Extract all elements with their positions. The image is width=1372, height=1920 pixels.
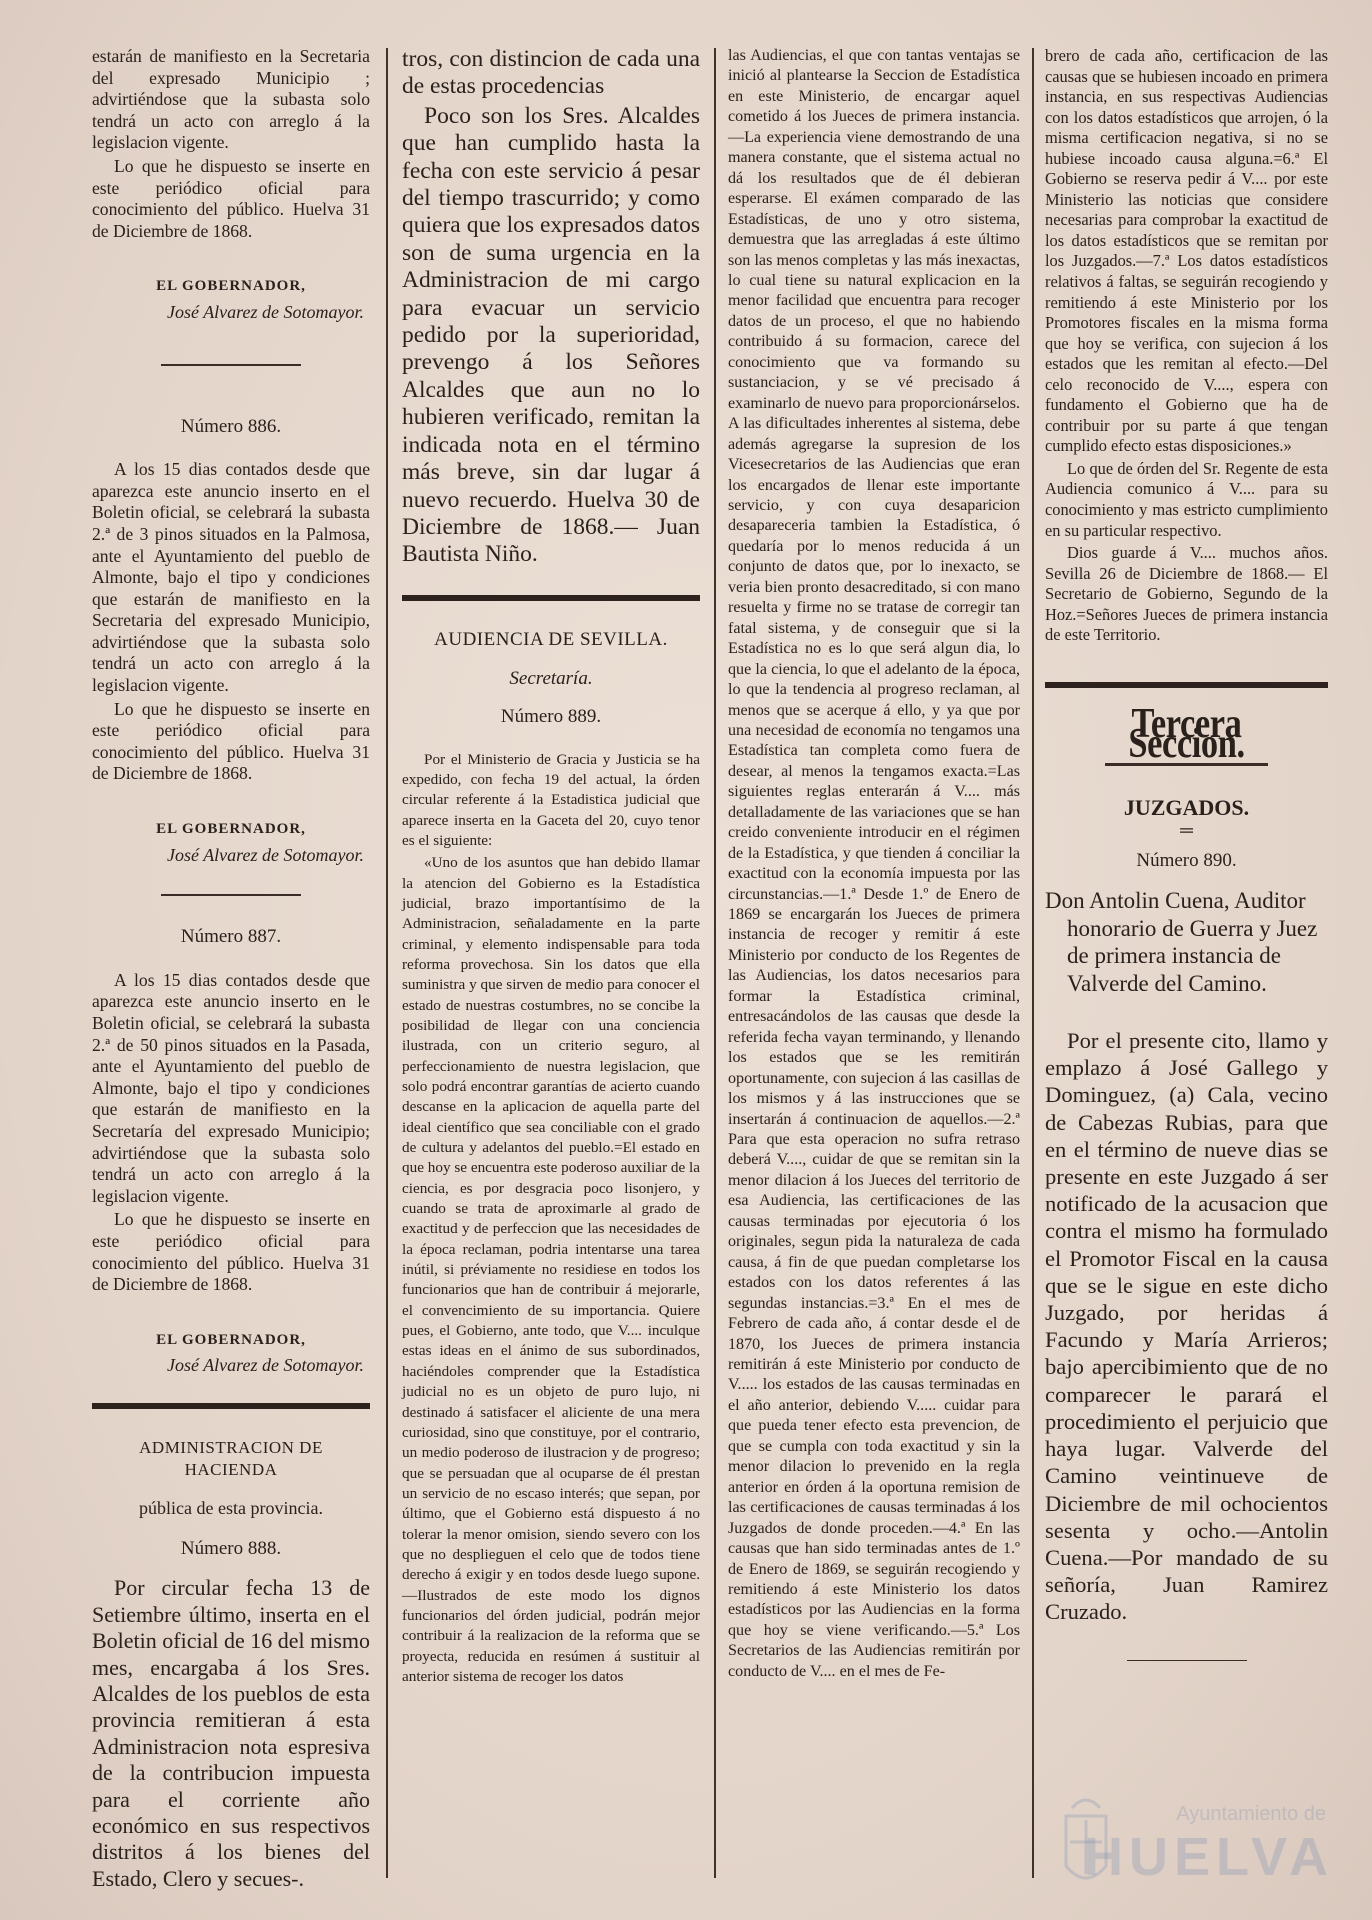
paragraph: Lo que he dispuesto se inserte en este periódico oficial para conocimiento del público. Huelva 31 de Diciembre de 1868. (92, 155, 370, 241)
paragraph: Don Antolin Cuena, Auditor honorario de Guerra y Juez de primera instancia de Valverde del Camino. (1045, 888, 1318, 996)
section-heading: AUDIENCIA DE SEVILLA. (434, 628, 668, 650)
column-divider (714, 48, 716, 1878)
signature-title: EL GOBERNADOR, (156, 278, 306, 295)
paragraph: A los 15 dias contados desde que aparezca este anuncio inserto en el Boletin oficial, se celebrará la subasta 2.ª de 3 pinos situados en la Palmosa, ante el Ayuntamiento del pueblo de Almonte, bajo el tipo y condiciones que estarán de manifiesto en la Secretaria del expresado Municipio, advirtiéndose que la subasta solo tendrá un acto con arreglo á la legislacion vigente. (92, 459, 370, 696)
section-heading: JUZGADOS. (1123, 794, 1250, 820)
notice-number: Número 888. (180, 1537, 282, 1559)
section-subheading: Secretaría. (509, 668, 593, 690)
paragraph: Por circular fecha 13 de Setiembre último, inserta en el Boletin oficial de 16 del mismo mes, encargaba á los Sres. Alcaldes de los pueblos de esta provincia remitieran á esta Administracion nota espresiva de la contribucion impuesta para el corriente año económico en sus respectivos distritos á los bienes del Estado, Clero y secues-. (92, 1575, 371, 1891)
divider (1127, 1660, 1247, 1661)
section-rule (402, 595, 700, 601)
column-2 (402, 46, 700, 1689)
section-heading: ADMINISTRACION DE HACIENDA (139, 1437, 323, 1479)
signature-name: José Alvarez de Sotomayor. (167, 844, 364, 865)
divider (161, 894, 301, 896)
signature-title: EL GOBERNADOR, (156, 821, 306, 838)
signature-name: José Alvarez de Sotomayor. (167, 301, 364, 322)
section-rule (1045, 682, 1328, 688)
archive-watermark (1052, 1780, 1352, 1900)
paragraph: brero de cada año, certificacion de las causas que se hubiesen incoado en primera instancia, en sus respectivas Audiencias con los datos estadísticos que arrojen, ó la misma certificacion negativa, si no se hubiese incoado causa alguna.=6.ª El Gobierno se reserva pedir á V.... por este Ministerio las noticias que considere necesarias para comprobar la exactitud de los datos estadísticos que se remitan por los Juzgados.—7.ª Los datos estadísticos relativos á faltas, se seguirán recogiendo y remitiendo á este Ministerio por los Promotores fiscales en la misma forma que hoy se verifica, con sujecion á los estados que les remitan al efecto.—Del celo reconocido de V...., espera con fundamento el Gobierno que ha de contribuir por su parte á que tengan cumplido efecto estas disposiciones.» (1045, 46, 1328, 456)
paragraph: Poco son los Sres. Alcaldes que han cumplido hasta la fecha con este servicio á pesar del tiempo trascurrido; y como quiera que los expresados datos son de suma urgencia en la Administracion de mi cargo para evacuar un servicio pedido por la superioridad, prevengo á los Señores Alcaldes que aun no lo hubieren verificado, remitan la indicada nota en el término más breve, sin dar lugar á nuevo recuerdo. Huelva 30 de Diciembre de 1868.— Juan Bautista Niño. (402, 102, 700, 568)
paragraph: Por el presente cito, llamo y emplazo á José Gallego y Dominguez, (a) Cala, vecino de Cabezas Rubias, para que en el término de nueve dias se presente en este Juzgado á ser notificado de la acusacion que contra el mismo ha formulado el Promotor Fiscal en la causa que se le sigue en este dicho Juzgado, por heridas á Facundo y María Arrieros; bajo apercibimiento que de no comparecer le parará el procedimiento el perjuicio que haya lugar. Valverde del Camino veintinueve de Diciembre de mil ochocientos sesenta y ocho.—Antolin Cuena.—Por mandado de su señoría, Juan Ramirez Cruzado. (1045, 1028, 1328, 1625)
paragraph: Lo que de órden del Sr. Regente de esta Audiencia comunico á V.... para su conocimiento y mas estricto cumplimiento en su particular respectivo. (1045, 458, 1328, 540)
signature-title: EL GOBERNADOR, (156, 1331, 306, 1348)
column-divider (386, 48, 388, 1878)
section-rule (92, 1403, 370, 1409)
signature-name: José Alvarez de Sotomayor. (167, 1355, 364, 1376)
paragraph: Dios guarde á V.... muchos años. Sevilla 26 de Diciembre de 1868.— El Secretario de Gobierno, Segundo de la Hoz.=Señores Jueces de primera instancia de este Territorio. (1045, 543, 1328, 645)
paragraph: Por el Ministerio de Gracia y Justicia se ha expedido, con fecha 19 del actual, la órden circular referente á la Estadistica judicial que aparece inserta en la Gaceta del 20, cuyo tenor es el siguiente: (402, 750, 700, 849)
divider (161, 364, 301, 366)
paragraph: A los 15 dias contados desde que aparezca este anuncio inserto en le Boletin oficial, se celebrará la subasta 2.ª de 50 pinos situados en la Pasada, ante el Ayuntamiento del pueblo de Almonte, bajo el tipo y condiciones que estarán de manifiesto en la Secretaría del expresado Municipio; advirtiéndose que la subasta solo tendrá un acto con arreglo á la legislacion vigente. (92, 969, 370, 1206)
notice-number: Número 886. (180, 415, 282, 437)
column-3 (728, 46, 1020, 1684)
column-divider (1032, 48, 1034, 1878)
notice-number: Número 889. (500, 705, 602, 727)
paragraph: tros, con distincion de cada una de estas procedencias (402, 46, 700, 100)
paragraph: estarán de manifiesto en la Secretaria del expresado Municipio ; advirtiéndose que la subasta solo tendrá un acto con arreglo á la legislacion vigente. (92, 46, 370, 153)
paragraph: Lo que he dispuesto se inserte en este periódico oficial para conocimiento del público. Huelva 31 de Diciembre de 1868. (92, 698, 370, 784)
watermark-subtitle: Ayuntamiento de (1176, 1803, 1326, 1825)
divider: ═ (1180, 819, 1193, 840)
column-4 (1045, 46, 1328, 1661)
section-subheading: pública de esta provincia. (139, 1498, 323, 1519)
notice-number: Número 890. (1136, 849, 1237, 871)
column-1 (92, 46, 370, 1894)
watermark-text: HUELVA (1084, 1827, 1334, 1887)
paragraph: «Uno de los asuntos que han debido llamar la atencion del Gobierno es la Estadística judicial, brazo importantísimo de la Administracion, señaladamente en la parte criminal, y elemento indispensable para toda reforma provechosa. Sin los datos que ella suministra y que sirven de medio para conocer el estado de nuestras costumbres, no se concibe la posibilidad de llegar con una conciencia ilustrada, con un criterio seguro, al perfeccionamiento de nuestra legislacion, que solo podrá encontrar garantías de acierto cuando descanse en la aplicacion de aquella parte del ideal científico que sea conciliable con el grado de cultura y adelantos del pueblo.=El estado en que hoy se encuentra este poderoso auxiliar de la ciencia, es por desgracia poco lisonjero, y cuando se trata de aproximarle al grado de exactitud y de perfeccion que las necesidades de la época reclaman, podria intentarse una tarea inútil, si préviamente no residiese en todos los funcionarios que han de contribuir á mejorarle, el convencimiento de su importancia. Quiere pues, el Gobierno, ante todo, que V.... inculque estas ideas en el ánimo de sus subordinados, haciéndoles comprender que la Estadística judicial no es un objeto de puro lujo, ni destinado á satisfacer el aliciente de una mera curiosidad, sino que constituye, por el contrario, un medio poderoso de ilustracion y de progreso; que se persuadan que al ocuparse de él prestan un servicio de no escaso interés; que sepan, por último, que el Gobierno está dispuesto á no tolerar la menor omision, siendo severo con los que no desplieguen el celo que de todos tiene derecho á exigir y en todos desde luego supone.—Ilustrados de este modo los dignos funcionarios del órden judicial, podrán mejor contribuir á la realizacion de la reforma que se proyecta, reducida en resúmen á sustituir al anterior sistema de recoger los datos (402, 854, 700, 1685)
paragraph: Lo que he dispuesto se inserte en este periódico oficial para conocimiento del público. Huelva 31 de Diciembre de 1868. (92, 1209, 370, 1295)
notice-number: Número 887. (180, 926, 282, 948)
section-title: Tercera Seccion. (1128, 700, 1245, 768)
paragraph: las Audiencias, el que con tantas ventajas se inició al plantearse la Seccion de Estadística en este Ministerio, de encargar aquel cometido á los Jueces de primera instancia.—La experiencia viene demostrando de una manera constante, que el sistema actual no dá los resultados que de él debieran esperarse. El exámen comparado de las Estadísticas, de uno y otro sistema, demuestra que las arregladas á este último son las menos completas y las más inexactas, lo cual tiene su natural explicacion en la menor facilidad que encuentra para recoger datos de un proceso, el que no habiendo contribuido á su formacion, carece del conocimiento que va formando su sustanciacion, y se vé precisado á examinarlo de nuevo para proporcionárselos. A las dificultades inherentes al sistema, debe además agregarse la supresion de los Vicesecretarios de las Audiencias que eran los encargados de llenar este importante servicio, y con cuya desaparicion desapareceria tambien la Estadística, ó quedaría por lo menos reducida á un conjunto de datos que, por lo inexacto, se veria bien pronto desacreditado, si con mano resuelta y firme no se tratase de corregir tan fatal sistema, y de conseguir que si la Estadística no es lo que será algun dia, lo que la ciencia, lo que el adelanto de la época, lo que la tendencia al progreso reclaman, al menos que se acerque á ello, y ya que por una necesidad de economía no tengamos una Estadística tan completa como fuera de desear, al menos la tengamos exacta.=Las siguientes reglas enterarán á V.... más detalladamente de las variaciones que se han creido conveniente introducir en el régimen de la Estadística, y que tienden á conciliar la exactitud con la economía impuesta por las circunstancias.—1.ª Desde 1.º de Enero de 1869 se encargarán los Jueces de primera instancia de recoger y remitir á este Ministerio por conducto de los Regentes de las Audiencias, los datos necesarios para formar la Estadística criminal, entresacándolos de las causas que desde la referida fecha vayan terminando, y llenando los estados que se les remitirán oportunamente, con sujecion á las casillas de los mismos y á las instrucciones que se insertarán á continuacion de aquellos.—2.ª Para que esta operacion no sufra retraso deberá V...., cuidar de que se remitan sin la menor dilacion á los Jueces del territorio de esa Audiencia, las certificaciones de las causas terminadas por ejecutoria ó los originales, segun pida la naturaleza de cada causa, á fin de que puedan completarse los estados con los datos referentes á las segundas instancias.=3.ª En el mes de Febrero de cada año, á contar desde el de 1870, los Jueces de primera instancia remitirán á este Ministerio por conducto de V..... los estados de las causas terminadas en el año anterior, debiendo V..... cuidar para que pueda tener efecto esta prevencion, de que se cumpla con toda exactitud y sin la menor dilacion lo prevenido en la regla anterior en órden á la oportuna remision de las certificaciones de causas terminadas á los Juzgados de donde proceden.—4.ª En las causas que han sido terminadas antes de 1.º de Enero de 1869, se seguirán recogiendo y remitiendo á este Ministerio los datos estadísticos por las Audiencias en la forma que hoy se viene verificando.—5.ª Los Secretarios de las Audiencias remitirán por conducto de V.... en el mes de Fe- (728, 47, 1020, 1680)
